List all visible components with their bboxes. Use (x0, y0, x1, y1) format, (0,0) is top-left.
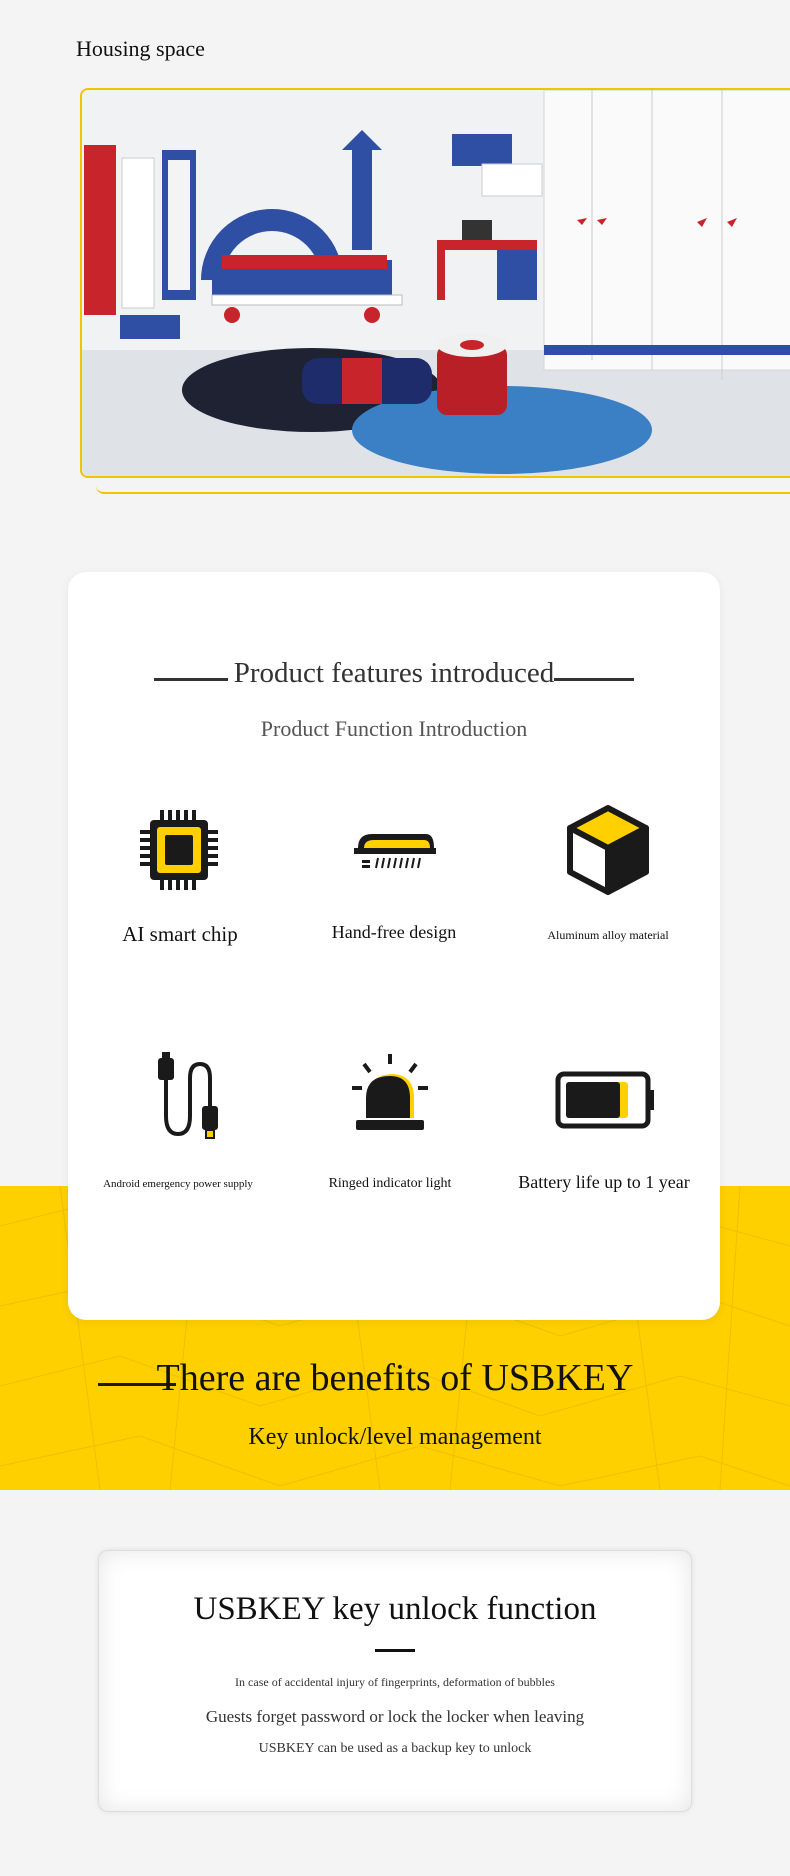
features-title-text: Product features introduced (233, 657, 555, 689)
usbkey-card (98, 1550, 692, 1812)
benefits-subtitle: Key unlock/level management (248, 1424, 542, 1450)
features-title (68, 657, 720, 690)
feature-label: Ringed indicator light (328, 1176, 452, 1191)
usbkey-line-3: USBKEY can be used as a backup key to unlock (258, 1741, 532, 1756)
feature-label: Battery life up to 1 year (518, 1172, 690, 1192)
chip-icon (130, 800, 230, 900)
cube-icon (558, 800, 658, 900)
features-subtitle: Product Function Introduction (260, 716, 528, 741)
usbkey-title-rule (375, 1649, 415, 1652)
feature-label: Hand-free design (331, 922, 457, 942)
usbkey-title: USBKEY key unlock function (193, 1591, 597, 1627)
feature-aluminum (508, 800, 708, 943)
housing-title: Housing space (76, 36, 205, 61)
features-card (68, 572, 720, 1320)
usb-cable-icon (128, 1046, 228, 1146)
housing-photo (80, 88, 790, 478)
usbkey-line-2: Guests forget password or lock the locker when leaving (205, 1707, 585, 1726)
battery-icon (554, 1046, 654, 1146)
feature-battery (504, 1046, 704, 1193)
title-rule-left (154, 678, 228, 681)
title-rule-right (554, 678, 634, 681)
handle-icon (344, 800, 444, 900)
feature-label: AI smart chip (122, 922, 238, 946)
feature-label: Android emergency power supply (103, 1178, 253, 1190)
feature-ai-chip (80, 800, 280, 947)
usbkey-line-1: In case of accidental injury of fingerprints, deformation of bubbles (235, 1675, 555, 1689)
benefits-title: There are benefits of USBKEY (156, 1357, 634, 1399)
feature-android-power (78, 1046, 278, 1190)
alarm-light-icon (340, 1046, 440, 1146)
feature-hand-free (294, 800, 494, 943)
feature-indicator-light (290, 1046, 490, 1192)
feature-label: Aluminum alloy material (547, 928, 669, 942)
